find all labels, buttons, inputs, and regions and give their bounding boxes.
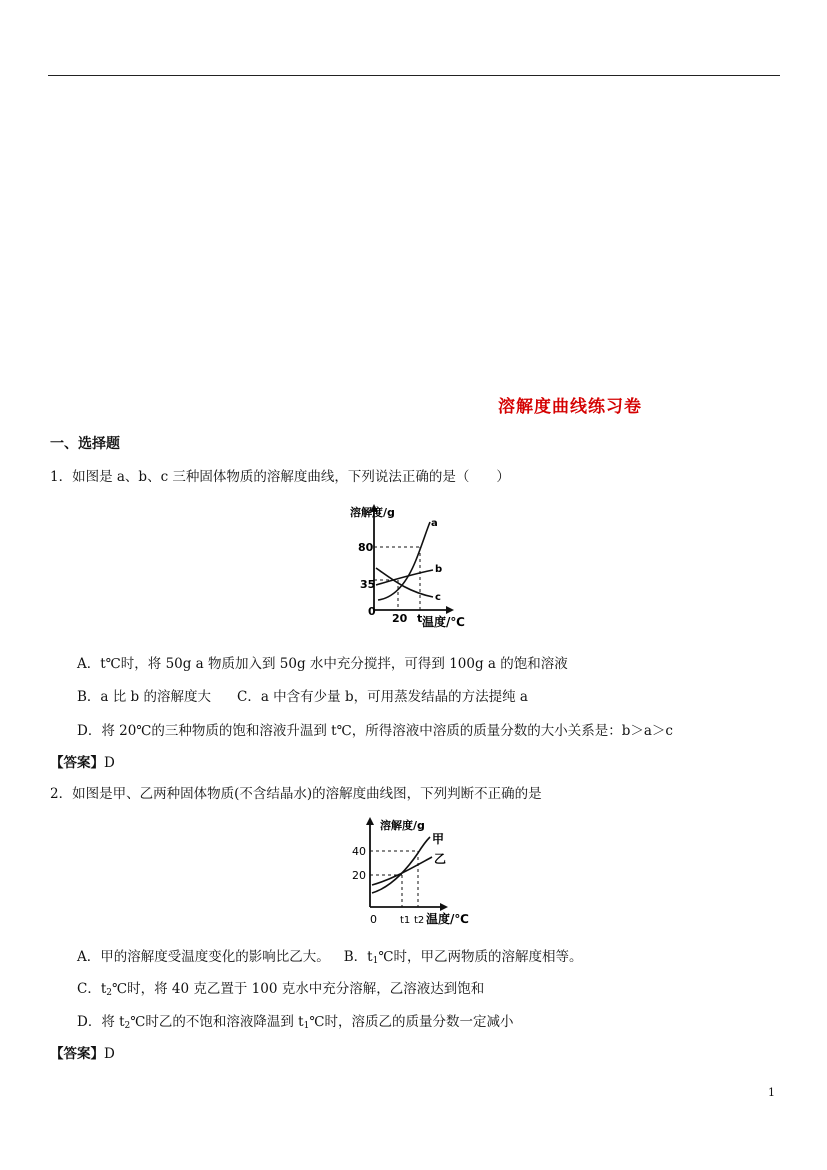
y-tick-80: 80 — [358, 541, 374, 554]
q2-option-c: C．$t_2℃$时，将 40 克乙置于 100 克水中充分溶解，乙溶液达到饱和 — [77, 981, 485, 998]
q2-option-d: D．将 $t_2℃$时乙的不饱和溶液降温到 $t_1℃$时，溶质乙的质量分数一定减小 — [77, 1014, 514, 1031]
x-axis-title: 温度/℃ — [426, 912, 469, 926]
curve-label-jia: 甲 — [432, 832, 445, 846]
question-2-stem: 2．如图是甲、乙两种固体物质(不含结晶水)的溶解度曲线图，下列判断不正确的是 — [50, 786, 542, 802]
x-tick-t1: t1 — [400, 915, 411, 926]
q2-answer-label: 【答案】 — [50, 1046, 104, 1062]
page-number: 1 — [768, 1086, 775, 1099]
q1-answer-label: 【答案】 — [50, 755, 104, 771]
q1-option-b: B．a 比 b 的溶解度大 — [77, 689, 211, 705]
x-tick-t2: t2 — [414, 915, 425, 926]
y-tick-0: 0 — [368, 605, 376, 618]
curve-label-a: a — [431, 518, 438, 529]
x-tick-0: 0 — [370, 913, 377, 926]
curve-label-b: b — [435, 564, 443, 575]
curve-jia — [372, 837, 430, 893]
y-axis-title: 溶解度/g — [380, 819, 425, 832]
x-tick-t: t — [417, 612, 423, 625]
q1-option-a: A．t℃时，将 50g a 物质加入到 50g 水中充分搅拌，可得到 100g a 的饱和溶液 — [77, 656, 568, 672]
q2-option-b: B．$t_1℃$时，甲乙两物质的溶解度相等。 — [343, 949, 583, 966]
q1-option-c: C．a 中含有少量 b，可用蒸发结晶的方法提纯 a — [237, 689, 528, 705]
y-tick-40: 40 — [352, 845, 366, 858]
curve-yi — [372, 857, 432, 885]
curve-label-c: c — [435, 592, 441, 603]
header-rule — [48, 75, 780, 76]
x-axis-arrow — [446, 606, 454, 614]
curve-label-yi: 乙 — [434, 852, 447, 866]
y-tick-20: 20 — [352, 869, 366, 882]
q2-option-a-b — [77, 945, 582, 966]
question-1-solubility-figure — [338, 500, 488, 636]
question-1-stem: 1．如图是 a、b、c 三种固体物质的溶解度曲线，下列说法正确的是（ ） — [50, 469, 510, 485]
y-tick-35: 35 — [360, 578, 376, 591]
x-axis-title: 温度/℃ — [422, 615, 465, 629]
curve-a — [378, 522, 430, 600]
question-2-solubility-figure — [348, 813, 488, 931]
q1-answer-value: D — [104, 755, 115, 771]
q2-option-a: A．甲的溶解度受温度变化的影响比乙大。 — [77, 949, 330, 965]
q1-answer — [50, 751, 115, 771]
page-title: 溶解度曲线练习卷 — [498, 397, 642, 417]
q1-option-b-c — [77, 685, 528, 705]
x-axis-arrow — [440, 903, 448, 911]
q2-answer-value: D — [104, 1046, 115, 1062]
q2-answer — [50, 1042, 115, 1062]
q1-option-d: D．将 20℃的三种物质的饱和溶液升温到 t℃，所得溶液中溶质的质量分数的大小关系是：b＞a＞c — [77, 723, 673, 739]
section-heading: 一、选择题 — [50, 436, 120, 452]
y-axis-title: 溶解度/g — [350, 506, 395, 519]
y-axis-arrow — [366, 817, 374, 825]
x-tick-20: 20 — [392, 612, 408, 625]
